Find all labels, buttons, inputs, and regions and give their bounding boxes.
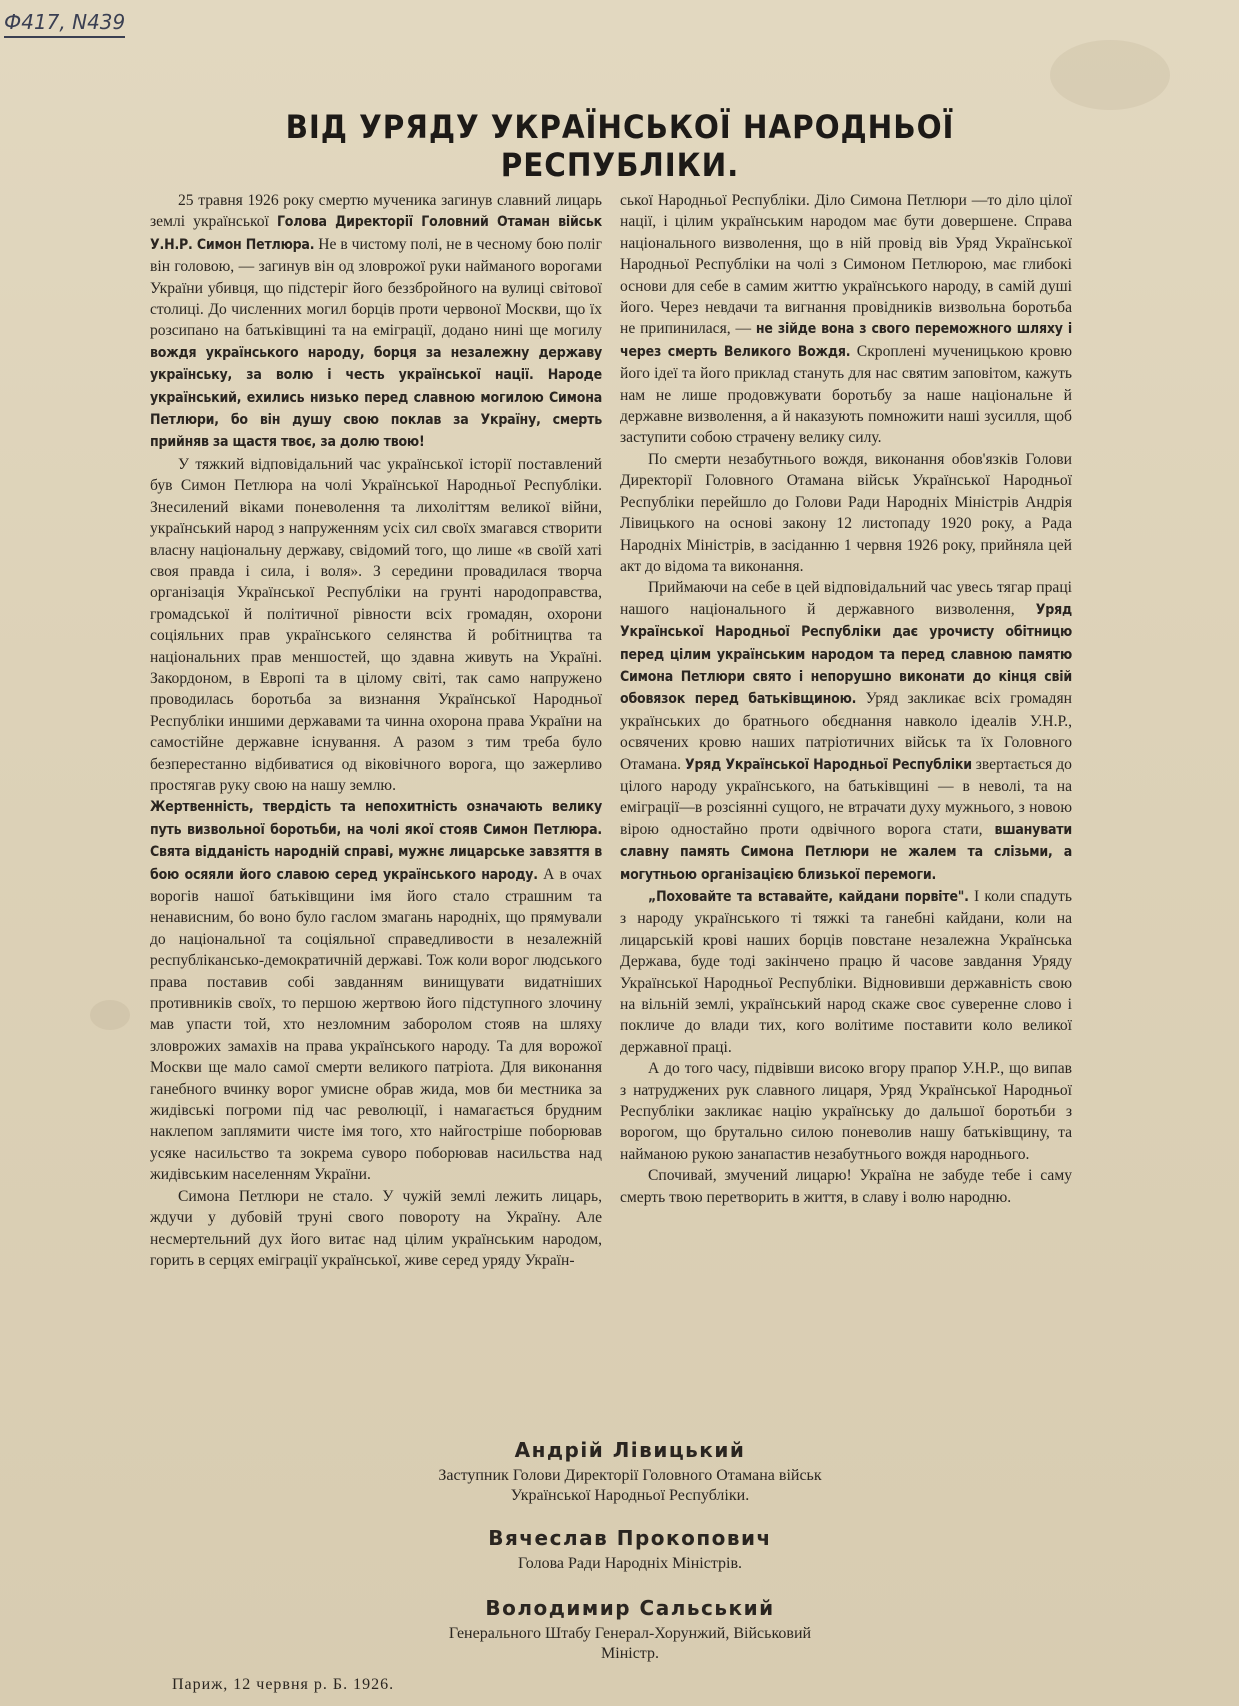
emphasis-text: Жертвенність, твердість та непохитність означають велику путь визвольної боротьби, на чолі якої стояв Симон Петлюра. Свята відданість народній справі, мужнє лицарське завзяття в бою осяяли його славою серед українського народу. <box>150 799 602 883</box>
signature-block <box>300 1526 960 1574</box>
paragraph: По смерти незабутнього вождя, виконання обов'язків Голови Директорії Головного Отамана військ Української Народньої Республіки перейшло до Голови Ради Народніх Міністрів Андрія Лівицького на основі закону 12 листопаду 1920 року, а Рада Народніх Міністрів, в засіданню 1 червня 1926 року, прийняла цей акт до відома та виконання. <box>620 450 1072 575</box>
paper-stain <box>90 1000 130 1030</box>
emphasis-text: Уряд Української Народньої Республіки <box>684 756 972 773</box>
emphasis-text: Уряд Української Народньої Республіки дає урочисту обітницю перед цілим українським народом та перед славною памятю Симона Петлюри свято і непорушно виконати до кінця свій обовязок перед батьківщиною. <box>620 601 1072 708</box>
emphasis-text: вождя українського народу, борця за незалежну державу українську, за волю і честь української нації. Народе український, ехились низько перед славною могилою Симона Петлюри, бо він душу свою поклав за Україну, смерть прийняв за щастя твоє, за долю твою! <box>150 344 602 451</box>
paragraph: Спочивай, змучений лицарю! Україна не забуде тебе і саму смерть твою перетворить в життя, в славу і волю народню. <box>620 1167 1072 1206</box>
text-run: А в очах ворогів нашої батьківщини імя його стало страшним та ненависним, бо воно було гаслом змагань народніх, що прямували до національної та соціяльної справедливости в незалежній республікансько-демократичній державі. Тож коли ворог людського права поставив собі завданням винищувати видатніших противників своїх, то першою жертвою його підступного злочину мав упасти той, хто незломним заборолом стояв на шляху зловрожих замахів на права українського народу. Та для ворожої Москви ще мало самої смерти великого патріота. Для виконання ганебного вчинку ворог умисне обрав жида, мов би местника за жидівські погроми під час революції, і намагається брудним наклепом заплямити чисте імя того, хто найгостріше поборював усяке насильство та зокрема суворо поборював насильства над жидівським населенням України. <box>150 865 602 1184</box>
text-run: Приймаючи на себе в цей відповідальний час увесь тягар праці нашого національного й державного визволення, <box>620 579 1072 618</box>
signature-block <box>300 1596 960 1664</box>
signatory-name: Володимир Сальський <box>485 1596 775 1620</box>
paragraph <box>620 190 1072 449</box>
paragraph: А до того часу, підвівши високо вгору прапор У.Н.Р., що випав з натруджених рук славного лицаря, Уряд Української Народньої Республіки закликає націю українську до дальшої боротьби з ворогом, що брутально силою поневолив нашу батьківщину, та найманою рукою занапастив незабутнього вождя народнього. <box>620 1060 1072 1163</box>
signatory-role: Голова Ради Народніх Міністрів. <box>517 1555 743 1572</box>
signatory-role: Генерального Штабу Генерал-Хорунжий, Військовий Міністр. <box>448 1625 812 1662</box>
text-run: Уряд закликає всіх громадян українських до братнього обєднання навколо ідеалів У.Н.Р., освячених кровю наших патріотичних військ та їх Головного Отамана. <box>620 690 1072 773</box>
emphasis-text: вшанувати славну память Симона Петлюри не жалем та слізьми, а могутньою організацією близької перемоги. <box>620 821 1072 883</box>
signatory-role: Заступник Голови Директорії Головного Отамана військ Української Народньої Республіки. <box>438 1467 822 1504</box>
paragraph <box>150 190 602 454</box>
place-date: Париж, 12 червня р. Б. 1926. <box>172 1676 395 1693</box>
text-run: ської Народньої Республіки. Діло Симона Петлюри —то діло цілої нації, і цілим українським народом має бути довершене. Справа національного визволення, що в ній провід вів Уряд Української Народньої Республіки на чолі з Симоном Петлюрою, має глибокі основи для себе в самим життю українського народу, в самій душі його. Через невдачи та вигнання провідників визвольна боротьба не припинилася, — <box>620 192 1072 338</box>
text-run: звертається до цілого народу українського, на батьківщині — в неволі, та на еміграції—в розсіянні сущого, не втрачати духу мужнього, з новою вірою одностайно проти одвічного ворога стати, <box>620 755 1072 838</box>
paper-stain <box>1050 40 1170 110</box>
paragraph: У тяжкий відповідальний час української історії поставлений був Симон Петлюра на чолі Української Народньої Республіки. Знесилений віками поневолення та лихоліттям великої війни, український народ з напруженням усіх сил своїх змагався створити власну національну державу, свідомий того, що лише «в своїй хаті своя правда і сила, і воля». З середини провадилася творча організація Української Республіки на грунті народоправства, громадської й політичної рівности всіх громадян, охорони соціяльних прав українського селянства й робітництва та національних прав меншостей, що здавна живуть на Україні. Закордоном, в Европі та в цілому світі, так само напружено проводилась боротьба за визнання Української Народньої Республіки иншими державами та чинна охорона права України на самостійне державне існування. А разом з тим треба було безперестанно відбиватися од віковічного ворога, що зажерливо простягав руку свою на нашу землю. <box>150 455 602 794</box>
paragraph <box>150 796 602 1185</box>
text-run: І коли спадуть з народу українського ті тяжкі та ганебні кайдани, коли на лицарській крові наших борців повстане незалежна Українська Держава, буде тоді закінчено працю й часове завдання Уряду Української Народньої Республіки. Відновивши державність свою на вільній землі, український народ скаже своє суверенне слово і покличе до влади тих, кого волітиме поставити коло великої державної праці. <box>620 888 1072 1056</box>
paragraph: Симона Петлюри не стало. У чужій землі лежить лицарь, ждучи у дубовій труні свого повороту на Україну. Але несмертельний дух його витає над цілим українським народом, горить в серцях еміграції української, живе серед уряду Україн- <box>150 1187 602 1269</box>
archive-mark: Ф417, N439 <box>4 10 125 38</box>
paragraph <box>620 577 1072 886</box>
right-column <box>620 190 1072 1425</box>
quote-text: „Поховайте та вставайте, кайдани порвіте". <box>648 889 969 905</box>
text-run: 25 травня 1926 року смертю мученика загинув славний лицарь землі української <box>150 192 602 231</box>
signatory-name: Вячеслав Прокопович <box>488 1526 772 1550</box>
document-title: ВІД УРЯДУ УКРАЇНСЬКОЇ НАРОДНЬОЇ РЕСПУБЛІКИ. <box>285 108 955 184</box>
paragraph <box>620 886 1072 1058</box>
text-run: Скроплені мученицькою кровю його ідеї та його приклад стануть для нас святим заповітом, кажуть нам не лише продовжувати боротьбу за наше національне й державне визволення, а й наказують помножити наші зусилля, щоб заступити собою страчену велику силу. <box>620 342 1072 447</box>
emphasis-text: не зійде вона з свого переможного шляху і через смерть Великого Вождя. <box>620 321 1072 360</box>
signatory-name: Андрій Лівицький <box>514 1438 746 1462</box>
left-column <box>150 190 602 1415</box>
text-run: Не в чистому полі, не в чесному бою поліг він головою, — загинув він од зловрожої руки найманого ворогами України убивця, що підстеріг його беззбройного на вулиці світової столиці. До численних могил борців проти червоної Москви, що їх розсипано на батьківщині та на еміграції, додано нині ще могилу <box>150 235 602 340</box>
signature-block <box>300 1438 960 1506</box>
emphasis-text: Голова Директорії Головний Отаман військ У.Н.Р. Симон Петлюра. <box>150 214 602 253</box>
